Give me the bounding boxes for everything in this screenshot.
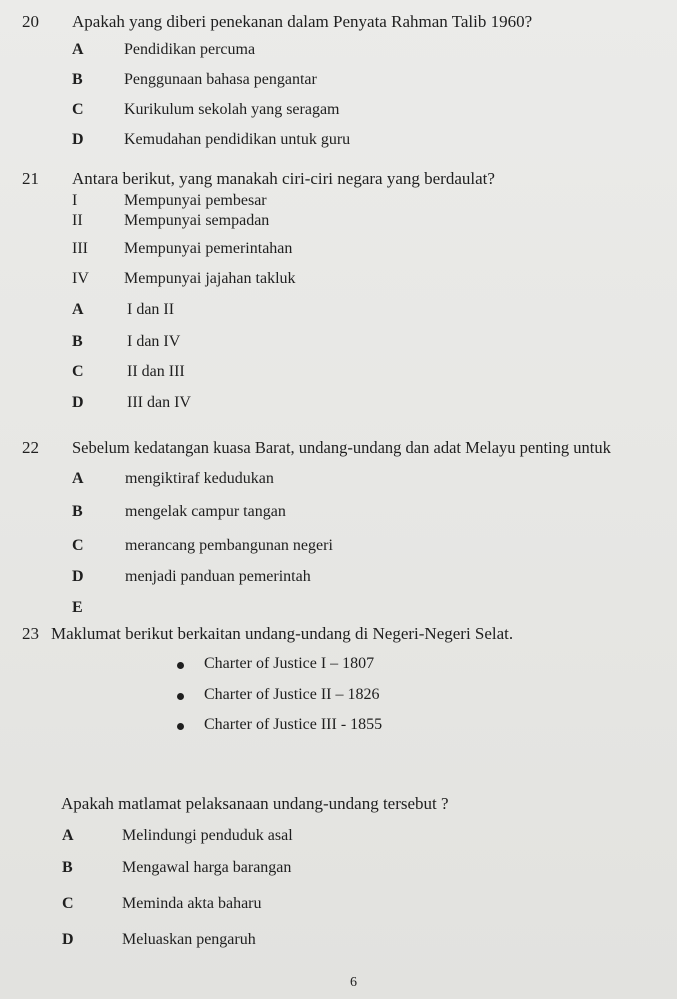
q22-number: 22 [22, 438, 39, 457]
q23-bullet-2-dot [177, 693, 184, 700]
q22-text: Sebelum kedatangan kuasa Barat, undang-undang dan adat Melayu penting untuk [72, 438, 611, 457]
q21-statement-3-text: Mempunyai pemerintahan [124, 240, 293, 257]
q23-bullet-3-text: Charter of Justice III - 1855 [204, 716, 383, 733]
q22-option-a-text: mengiktiraf kedudukan [125, 470, 274, 487]
q21-statement-1-numeral: I [72, 192, 78, 209]
q21-option-a-letter: A [72, 301, 84, 318]
q23-number: 23 [22, 624, 39, 643]
q20-option-d-letter: D [72, 131, 84, 148]
q20-option-a-letter: A [72, 41, 84, 58]
q23-bullet-3-dot [177, 723, 184, 730]
q21-statement-4-text: Mempunyai jajahan takluk [124, 270, 296, 287]
q20-option-b-letter: B [72, 71, 83, 88]
q23-text: Maklumat berikut berkaitan undang-undang di Negeri-Negeri Selat. [51, 624, 514, 643]
q20-option-c-text: Kurikulum sekolah yang seragam [124, 101, 340, 118]
q23-bullet-2-text: Charter of Justice II – 1826 [204, 686, 380, 703]
q23-option-d-letter: D [62, 931, 74, 948]
q21-statement-1-text: Mempunyai pembesar [124, 192, 267, 209]
q23-option-b-text: Mengawal harga barangan [122, 859, 292, 876]
q21-option-c-text: II dan III [127, 363, 185, 380]
q23-option-c-text: Meminda akta baharu [122, 895, 262, 912]
q20-number: 20 [22, 12, 39, 31]
q23-question: Apakah matlamat pelaksanaan undang-undang tersebut ? [61, 794, 449, 813]
q20-text: Apakah yang diberi penekanan dalam Penyata Rahman Talib 1960? [72, 12, 533, 31]
q20-option-c-letter: C [72, 101, 84, 118]
q21-option-d-letter: D [72, 394, 84, 411]
q21-statement-2-text: Mempunyai sempadan [124, 212, 270, 229]
q23-bullet-1-dot [177, 662, 184, 669]
q21-text: Antara berikut, yang manakah ciri-ciri negara yang berdaulat? [72, 169, 495, 188]
q23-option-d-text: Meluaskan pengaruh [122, 931, 256, 948]
q23-option-a-text: Melindungi penduduk asal [122, 827, 293, 844]
page-number: 6 [350, 975, 357, 990]
q23-option-a-letter: A [62, 827, 74, 844]
q20-option-a-text: Pendidikan percuma [124, 41, 256, 58]
q21-statement-4-numeral: IV [72, 270, 89, 287]
q23-option-c-letter: C [62, 895, 74, 912]
q21-statement-2-numeral: II [72, 212, 83, 229]
q20-option-b-text: Penggunaan bahasa pengantar [124, 71, 317, 88]
q21-option-d-text: III dan IV [127, 394, 191, 411]
q22-option-b-letter: B [72, 503, 83, 520]
q22-option-e-letter: E [72, 599, 83, 616]
q23-option-b-letter: B [62, 859, 73, 876]
q22-option-b-text: mengelak campur tangan [125, 503, 286, 520]
q22-option-c-text: merancang pembangunan negeri [125, 537, 333, 554]
q21-option-a-text: I dan II [127, 301, 175, 318]
q20-option-d-text: Kemudahan pendidikan untuk guru [124, 131, 351, 148]
q22-option-c-letter: C [72, 537, 84, 554]
q22-option-d-letter: D [72, 568, 84, 585]
q22-option-d-text: menjadi panduan pemerintah [125, 568, 311, 585]
q21-option-b-letter: B [72, 333, 83, 350]
q21-option-b-text: I dan IV [127, 333, 181, 350]
q21-option-c-letter: C [72, 363, 84, 380]
q22-option-a-letter: A [72, 470, 84, 487]
q21-number: 21 [22, 169, 39, 188]
q23-bullet-1-text: Charter of Justice I – 1807 [204, 655, 375, 672]
q21-statement-3-numeral: III [72, 240, 88, 257]
